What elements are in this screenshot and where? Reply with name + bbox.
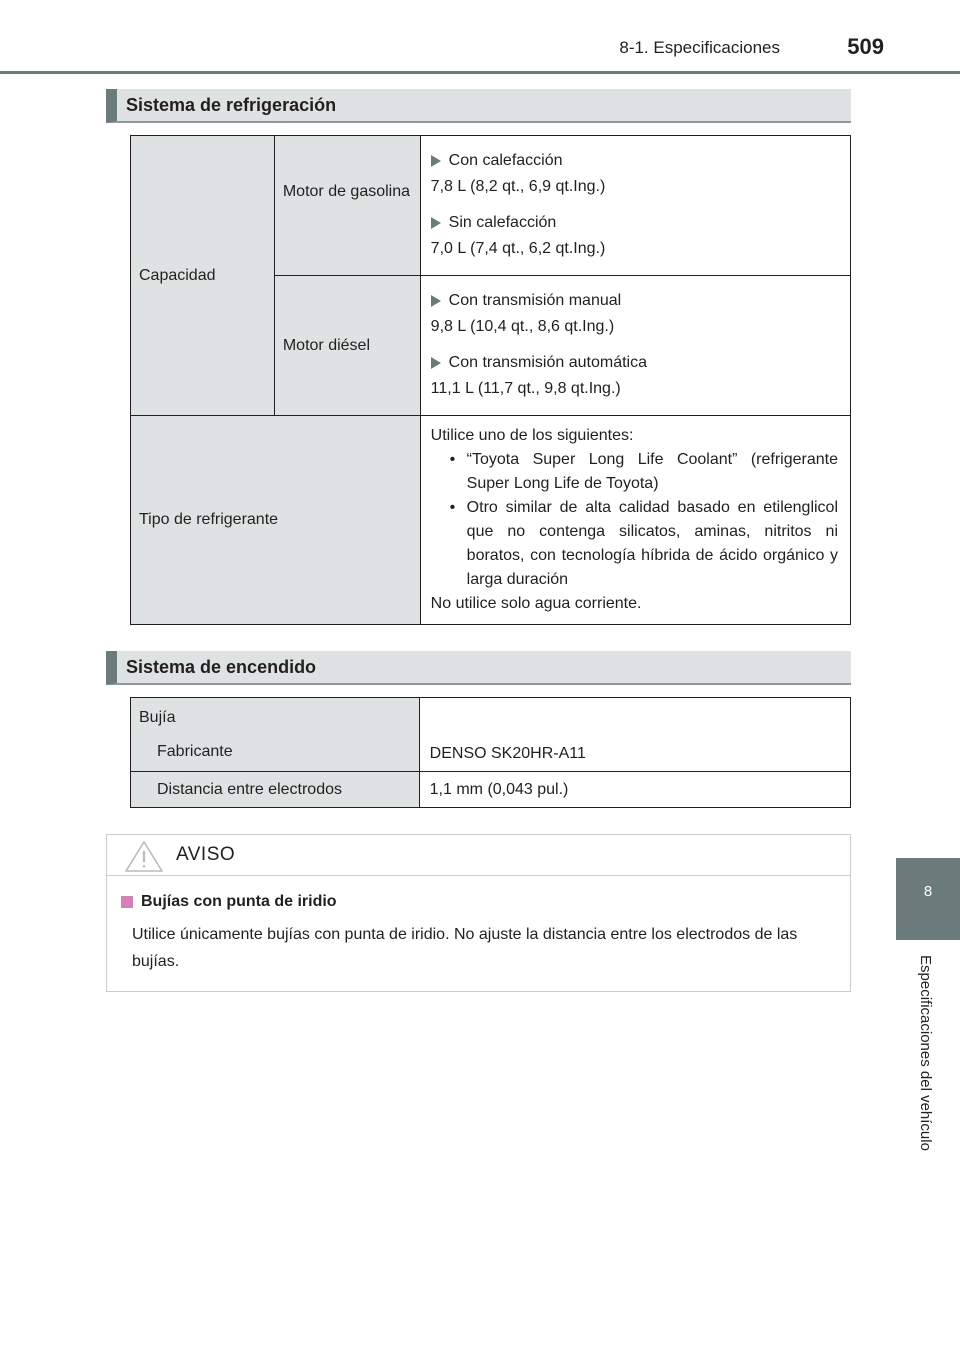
coolant-type-cell (420, 416, 850, 625)
option-with-heater: Con calefacción (431, 152, 840, 170)
ignition-section-heading: Sistema de encendido (106, 651, 851, 685)
coolant-intro: Utilice uno de los siguientes: (430, 427, 634, 444)
header-rule (0, 71, 960, 74)
spark-plug-cell (131, 698, 420, 772)
diesel-engine-label: Motor diésel (274, 276, 420, 416)
notice-body (107, 876, 850, 975)
diesel-capacity-cell (420, 276, 850, 416)
notice-subtitle: Bujías con punta de iridio (121, 893, 830, 911)
list-item: • Otro similar de alta calidad basado en etilenglicol que no contenga silicatos, aminas, nitritos ni boratos, con tecnología híbrida de ácido orgánico y larga duración (431, 496, 838, 592)
notice-text: Utilice únicamente bujías con punta de iridio. No ajuste la distancia entre los electrodos de las bujías. (132, 926, 798, 970)
manufacturer-label: Fabricante (157, 742, 233, 760)
option-without-heater: Sin calefacción (431, 214, 840, 232)
coolant-list (431, 448, 838, 592)
manufacturer-value: DENSO SK20HR-A11 (419, 698, 850, 772)
electrode-gap-value: 1,1 mm (0,043 pul.) (419, 772, 850, 808)
gasoline-engine-label: Motor de gasolina (274, 136, 420, 276)
coolant-note: No utilice solo agua corriente. (430, 595, 642, 612)
spark-plug-label: Bujía (139, 708, 176, 726)
triangle-bullet-icon (431, 217, 441, 229)
cooling-section-heading: Sistema de refrigeración (106, 89, 851, 123)
triangle-bullet-icon (431, 155, 441, 167)
cooling-spec-table (130, 135, 851, 625)
list-item: • “Toyota Super Long Life Coolant” (refrigerante Super Long Life de Toyota) (431, 448, 838, 496)
capacity-label: Capacidad (131, 136, 275, 416)
header-section-title: 8-1. Especificaciones (619, 38, 780, 57)
square-bullet-icon (121, 896, 133, 908)
coolant-type-label: Tipo de refrigerante (131, 416, 421, 625)
value-with-heater: 7,8 L (8,2 qt., 6,9 qt.Ing.) (430, 177, 606, 195)
value-without-heater: 7,0 L (7,4 qt., 6,2 qt.Ing.) (430, 239, 606, 257)
notice-header (107, 835, 850, 876)
ignition-spec-table (130, 697, 851, 808)
triangle-bullet-icon (431, 295, 441, 307)
electrode-gap-label: Distancia entre electrodos (131, 772, 420, 808)
option-automatic-transmission: Con transmisión automática (431, 354, 840, 372)
notice-box (106, 834, 851, 992)
notice-title: AVISO (176, 844, 236, 865)
chapter-label: Especificaciones del vehículo (917, 955, 934, 1151)
page-number: 509 (847, 34, 884, 59)
gasoline-capacity-cell (420, 136, 850, 276)
value-automatic-transmission: 11,1 L (11,7 qt., 9,8 qt.Ing.) (430, 379, 621, 397)
option-manual-transmission: Con transmisión manual (431, 292, 840, 310)
value-manual-transmission: 9,8 L (10,4 qt., 8,6 qt.Ing.) (430, 317, 615, 335)
triangle-bullet-icon (431, 357, 441, 369)
warning-triangle-icon (124, 840, 164, 873)
chapter-tab: 8 (896, 858, 960, 940)
